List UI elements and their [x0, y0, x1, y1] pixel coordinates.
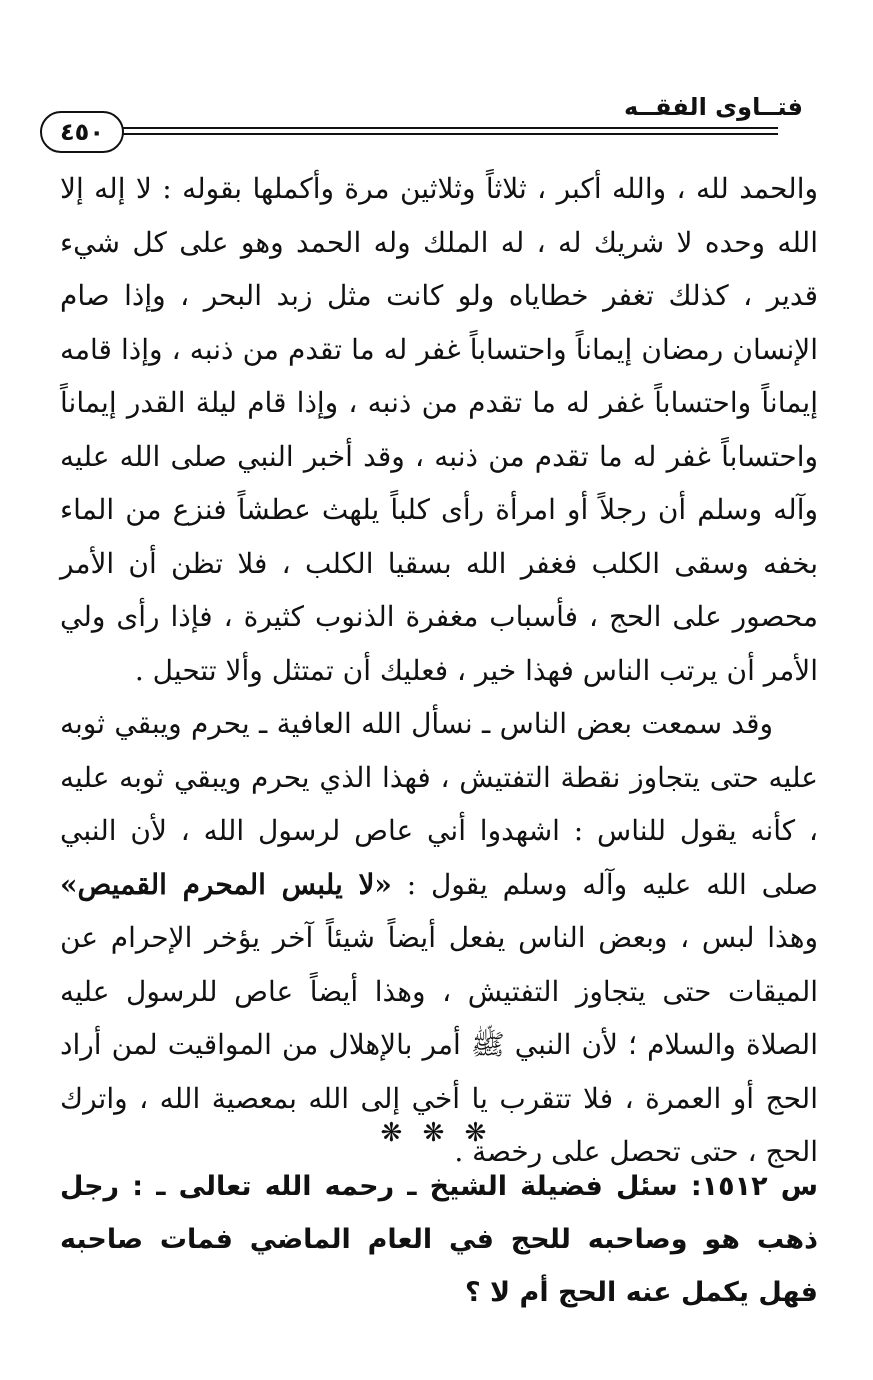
section-separator: ❋ ❋ ❋: [380, 1118, 493, 1148]
page-number-badge: [40, 111, 124, 153]
paragraph-1: والحمد لله ، والله أكبر ، ثلاثاً وثلاثين مرة وأكملها بقوله : لا إله إلا الله وحده لا شريك له ، له الملك وله الحمد وهو على كل شيء قدير ، كذلك تغفر خطاياه ولو كانت مثل زبد البحر ، وإذا صام الإنسان رمضان إيماناً واحتساباً غفر له ما تقدم من ذنبه ، وإذا قامه إيماناً واحتساباً غفر له ما تقدم من ذنبه ، وإذا قام ليلة القدر إيماناً واحتساباً غفر له ما تقدم من ذنبه ، وقد أخبر النبي صلى الله عليه وآله وسلم أن رجلاً أو امرأة رأى كلباً يلهث عطشاً فنزع من الماء بخفه وسقى الكلب فغفر الله بسقيا الكلب ، فلا تظن أن الأمر محصور على الحج ، فأسباب مغفرة الذنوب كثيرة ، فإذا رأى ولي الأمر أن يرتب الناس فهذا خير ، فعليك أن تمتثل وألا تتحيل .: [60, 172, 818, 687]
question-text: سئل فضيلة الشيخ ـ رحمه الله تعالى ـ : رجل ذهب هو وصاحبه للحج في العام الماضي فمات صاحبه فهل يكمل عنه الحج أم لا ؟: [60, 1171, 818, 1308]
paragraph-2: [60, 697, 818, 1179]
header-rule-bottom: [60, 133, 778, 135]
question-block: [60, 1160, 818, 1319]
body-text: [60, 162, 818, 1179]
question-label: س ١٥١٢:: [690, 1171, 818, 1202]
header-rule-top: [60, 127, 778, 129]
paragraph-2-after: وهذا لبس ، وبعض الناس يفعل أيضاً شيئاً آخر يؤخر الإحرام عن الميقات حتى يتجاوز التفتيش ، وهذا أيضاً عاص للرسول عليه الصلاة والسلام ؛ لأن النبي ﷺ أمر بالإهلال من المواقيت لمن أراد الحج أو العمرة ، فلا تتقرب يا أخي إلى الله بمعصية الله ، واترك الحج ، حتى تحصل على رخصة .: [60, 921, 818, 1168]
paragraph-2-before: وقد سمعت بعض الناس ـ نسأل الله العافية ـ يحرم ويبقي ثوبه عليه حتى يتجاوز نقطة التفتيش ، فهذا الذي يحرم ويبقي ثوبه عليه ، كأنه يقول للناس : اشهدوا أني عاص لرسول الله ، لأن النبي صلى الله عليه وآله وسلم يقول :: [60, 707, 818, 901]
running-title: فتــاوى الفقــه: [624, 93, 803, 121]
page-number: ٤٥٠: [60, 118, 104, 146]
hadith-quote: «لا يلبس المحرم القميص»: [60, 867, 392, 901]
